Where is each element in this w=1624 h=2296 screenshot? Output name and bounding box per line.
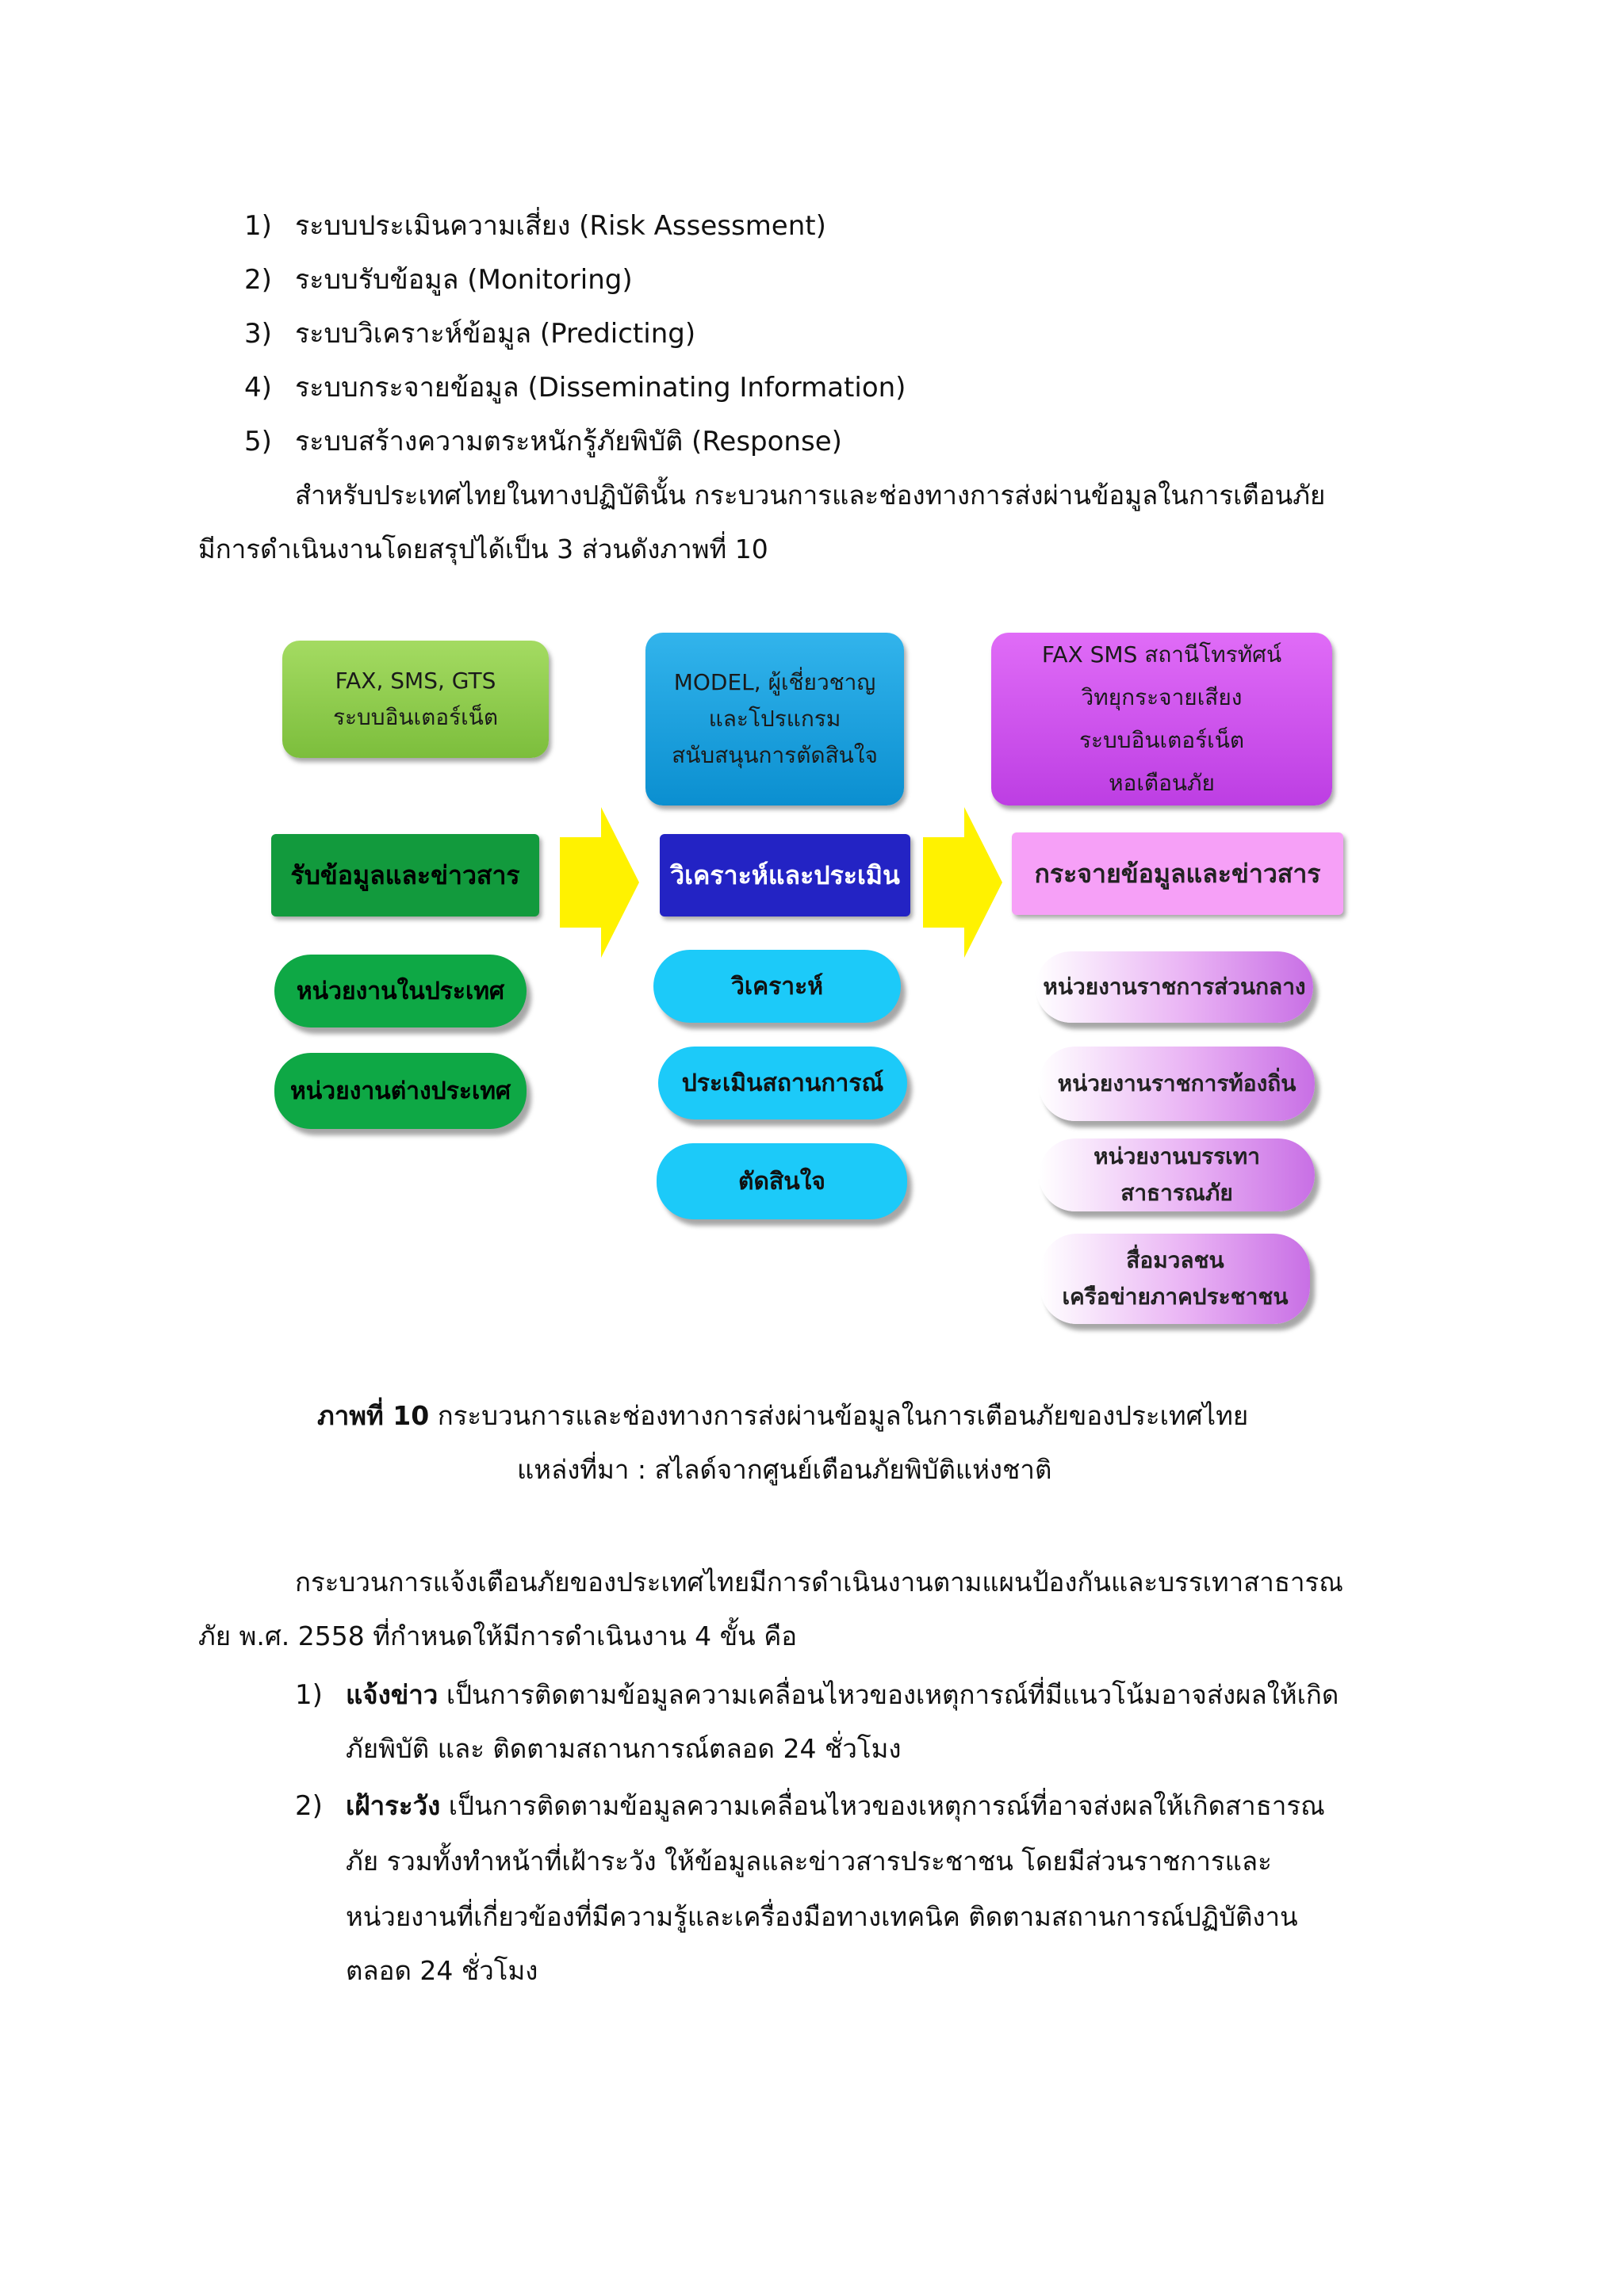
col3-channel-line: ระบบอินเตอร์เน็ต <box>1078 727 1245 753</box>
col1-item: หน่วยงานต่างประเทศ <box>274 1053 527 1129</box>
col1-item: หน่วยงานในประเทศ <box>274 955 527 1027</box>
list-number: 3) <box>244 318 272 350</box>
col1-channel-line: ระบบอินเตอร์เน็ต <box>332 704 499 730</box>
step-text: ภัยพิบัติ และ ติดตามสถานการณ์ตลอด 24 ชั่วโมง <box>346 1733 902 1764</box>
col2-header: วิเคราะห์และประเมิน <box>660 834 910 916</box>
col2-item: วิเคราะห์ <box>653 950 901 1023</box>
figure-title: กระบวนการและช่องทางการส่งผ่านข้อมูลในการเตือนภัยของประเทศไทย <box>429 1400 1249 1431</box>
step-number: 1) <box>295 1679 323 1711</box>
col3-channels-box <box>991 633 1332 806</box>
col3-channel-line: FAX SMS สถานีโทรทัศน์ <box>1041 641 1282 668</box>
step-text: เป็นการติดตามข้อมูลความเคลื่อนไหวของเหตุการณ์ที่อาจส่งผลให้เกิดสาธารณ <box>440 1790 1325 1821</box>
list-item: ระบบกระจายข้อมูล (Disseminating Information) <box>295 372 906 404</box>
para2-line-1: กระบวนการแจ้งเตือนภัยของประเทศไทยมีการดำเนินงานตามแผนป้องกันและบรรเทาสาธารณ <box>295 1567 1343 1598</box>
col3-media-line: เครือข่ายภาคประชาชน <box>1062 1284 1289 1310</box>
list-number: 2) <box>244 264 272 296</box>
col2-item: ตัดสินใจ <box>657 1143 907 1219</box>
intro-line-2: มีการดำเนินงานโดยสรุปได้เป็น 3 ส่วนดังภาพที่ 10 <box>198 534 768 564</box>
step-number: 2) <box>295 1790 323 1822</box>
arrow-right-icon <box>560 807 639 958</box>
intro-line-1: สำหรับประเทศไทยในทางปฏิบัตินั้น กระบวนการและช่องทางการส่งผ่านข้อมูลในการเตือนภัย <box>295 480 1326 511</box>
col3-item: หน่วยงานราชการท้องถิ่น <box>1039 1047 1315 1121</box>
step-title: เฝ้าระวัง <box>346 1790 441 1821</box>
list-item: ระบบรับข้อมูล (Monitoring) <box>295 264 633 296</box>
figure-caption <box>317 1399 1248 1433</box>
col3-media-line: สื่อมวลชน <box>1126 1247 1224 1273</box>
col2-item: ประเมินสถานการณ์ <box>658 1047 907 1119</box>
list-item: ระบบสร้างความตระหนักรู้ภัยพิบัติ (Response) <box>295 426 842 457</box>
step-text: ภัย รวมทั้งทำหน้าที่เฝ้าระวัง ให้ข้อมูลและข่าวสารประชาชน โดยมีส่วนราชการและ <box>346 1846 1272 1877</box>
col1-header: รับข้อมูลและข่าวสาร <box>271 834 539 916</box>
list-item: ระบบประเมินความเสี่ยง (Risk Assessment) <box>295 210 826 242</box>
col3-channel-line: วิทยุกระจายเสียง <box>1081 684 1243 710</box>
figure-source: แหล่งที่มา : สไลด์จากศูนย์เตือนภัยพิบัติแห่งชาติ <box>517 1454 1052 1485</box>
step-text: ตลอด 24 ชั่วโมง <box>346 1955 538 1986</box>
step-line <box>346 1678 1339 1712</box>
col2-tool-line: และโปรแกรม <box>708 706 841 732</box>
col1-channel-line: FAX, SMS, GTS <box>335 668 496 694</box>
list-item: ระบบวิเคราะห์ข้อมูล (Predicting) <box>295 318 696 350</box>
step-title: แจ้งข่าว <box>346 1679 439 1710</box>
col2-tool-line: MODEL, ผู้เชี่ยวชาญ <box>673 669 876 695</box>
figure-label: ภาพที่ 10 <box>317 1400 430 1431</box>
step-text: เป็นการติดตามข้อมูลความเคลื่อนไหวของเหตุการณ์ที่มีแนวโน้มอาจส่งผลให้เกิด <box>438 1679 1339 1710</box>
col3-item: หน่วยงานราชการส่วนกลาง <box>1036 951 1313 1023</box>
col1-channels-box <box>282 641 549 758</box>
col3-item-media <box>1040 1234 1310 1324</box>
list-number: 5) <box>244 426 272 457</box>
col2-tool-line: สนับสนุนการตัดสินใจ <box>672 742 878 768</box>
col3-channel-line: หอเตือนภัย <box>1109 770 1215 796</box>
step-line <box>346 1789 1325 1823</box>
col2-tools-box <box>645 633 904 806</box>
list-number: 1) <box>244 210 272 242</box>
list-number: 4) <box>244 372 272 404</box>
col3-item: หน่วยงานบรรเทาสาธารณภัย <box>1039 1138 1315 1211</box>
arrow-right-icon <box>923 807 1002 958</box>
para2-line-2: ภัย พ.ศ. 2558 ที่กำหนดให้มีการดำเนินงาน 4 ขั้น คือ <box>198 1621 798 1651</box>
col3-header: กระจายข้อมูลและข่าวสาร <box>1012 832 1343 915</box>
step-text: หน่วยงานที่เกี่ยวข้องที่มีความรู้และเครื่องมือทางเทคนิค ติดตามสถานการณ์ปฏิบัติงาน <box>346 1901 1298 1932</box>
